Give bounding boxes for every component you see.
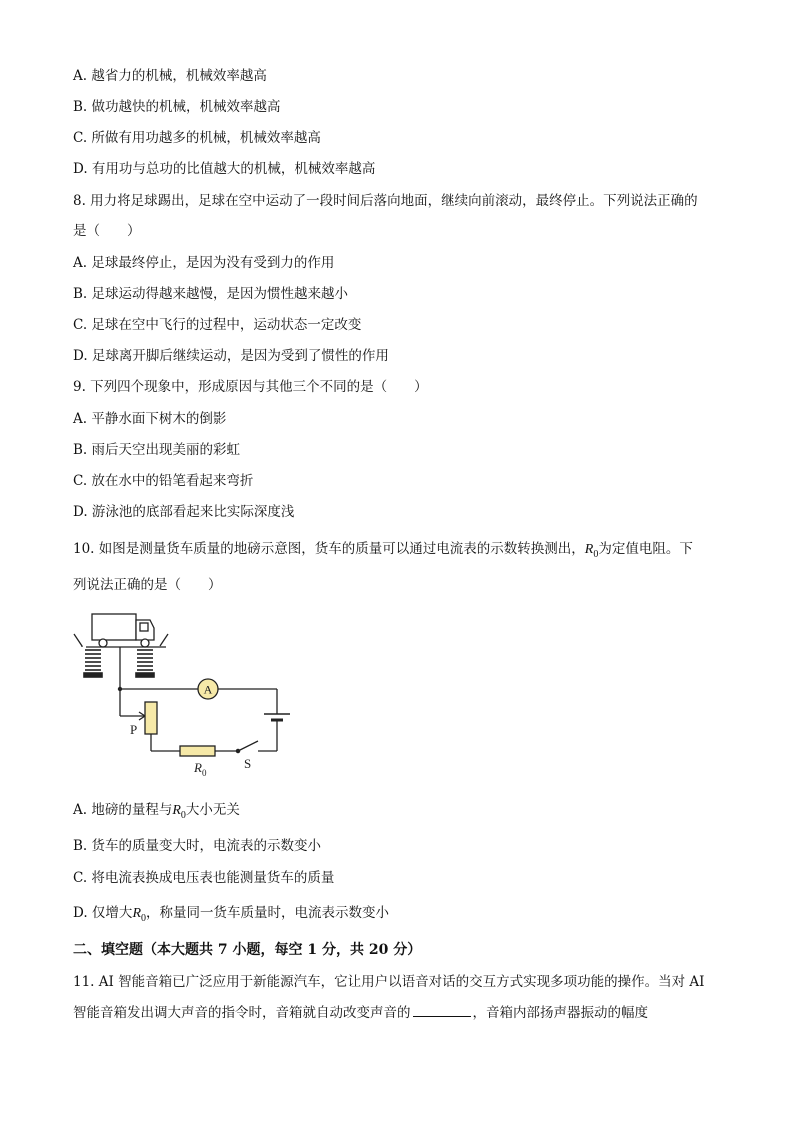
resistor-r0-icon [180,746,215,756]
q8-option-c: C. 足球在空中飞行的过程中，运动状态一定改变 [73,317,362,333]
q9-stem: 9. 下列四个现象中，形成原因与其他三个不同的是（ ） [73,379,428,395]
switch-blade-icon [238,741,258,751]
q10-option-c: C. 将电流表换成电压表也能测量货车的质量 [73,870,335,886]
switch-label: S [244,756,252,771]
right-spring-icon [136,650,154,677]
q7-option-c: C. 所做有用功越多的机械，机械效率越高 [73,130,321,146]
r0-symbol: $R_0$ [584,542,599,560]
q10-option-b: B. 货车的质量变大时，电流表的示数变小 [73,838,322,854]
truck-icon [92,614,154,647]
left-spring-icon [84,650,102,677]
ammeter-label: A [203,682,213,697]
q10-option-a [73,801,240,825]
q10-option-d [73,904,389,928]
r0-symbol: $R_0$ [132,906,146,924]
q9-option-a: A. 平静水面下树木的倒影 [73,411,227,427]
q10-option-d-text-end: ，称量同一货车质量时，电流表示数变小 [146,905,389,921]
resistor-r0-label: $R_0$ [194,760,207,778]
q8-option-b: B. 足球运动得越来越慢，是因为惯性越来越小 [73,286,349,302]
q10-stem [73,540,693,564]
q11-stem: 11. AI 智能音箱已广泛应用于新能源汽车，它让用户以语音对话的交互方式实现多项功能的操作。当对 AI [73,974,705,990]
q7-option-b: B. 做功越快的机械，机械效率越高 [73,99,281,115]
q10-option-a-text: A. 地磅的量程与 [73,802,173,818]
q11-text-a: 智能音箱发出调大声音的指令时，音箱就自动改变声音的 [73,1005,411,1021]
right-support [160,634,168,646]
q10-stem-continued: 列说法正确的是（ ） [73,577,222,593]
q8-option-a: A. 足球最终停止，是因为没有受到力的作用 [73,255,335,271]
q10-option-a-text-end: 大小无关 [185,802,240,818]
q9-option-d: D. 游泳池的底部看起来比实际深度浅 [73,504,295,520]
q11-text-b: ，音箱内部扬声器振动的幅度 [472,1005,648,1021]
weighbridge-circuit-diagram [70,606,300,786]
answer-blank[interactable] [413,1004,471,1017]
rheostat-icon [145,702,157,734]
q11-stem-continued [73,1004,648,1022]
left-support [74,634,82,647]
q8-option-d: D. 足球离开脚后继续运动，是因为受到了惯性的作用 [73,348,389,364]
r0-symbol: $R_0$ [172,803,186,821]
q10-stem-text-b: 为定值电阻。下 [598,541,693,557]
q8-stem-continued: 是（ ） [73,223,141,239]
q9-option-b: B. 雨后天空出现美丽的彩虹 [73,442,241,458]
q8-stem: 8. 用力将足球踢出，足球在空中运动了一段时间后落向地面，继续向前滚动，最终停止。下列说法正确的 [73,193,698,209]
q7-option-d: D. 有用功与总功的比值越大的机械，机械效率越高 [73,161,376,177]
q7-option-a: A. 越省力的机械，机械效率越高 [73,68,267,84]
slider-label: P [130,722,138,737]
q10-option-d-text: D. 仅增大 [73,905,133,921]
q9-option-c: C. 放在水中的铅笔看起来弯折 [73,473,254,489]
section-heading: 二、填空题（本大题共 7 小题，每空 1 分，共 20 分） [73,942,422,958]
q10-stem-text-a: 10. 如图是测量货车质量的地磅示意图，货车的质量可以通过电流表的示数转换测出， [73,541,585,557]
